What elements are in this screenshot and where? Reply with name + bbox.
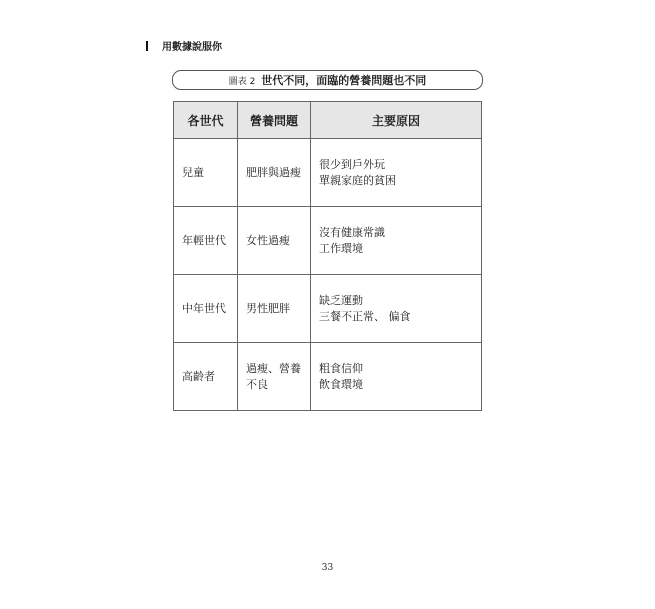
header-title: 用數據說服你 (162, 42, 222, 53)
problem-cell: 女性過瘦 (238, 207, 311, 275)
reason-cell (311, 139, 482, 207)
table-row (174, 207, 482, 275)
table-row (174, 343, 482, 411)
page-number: 33 (321, 563, 334, 573)
reason-line: 粗食信仰 (319, 361, 363, 375)
column-header-problem: 營養問題 (238, 102, 311, 139)
running-header (146, 38, 222, 53)
column-header-reason: 主要原因 (311, 102, 482, 139)
generation-cell: 兒童 (174, 139, 238, 207)
reason-cell (311, 207, 482, 275)
problem-cell: 男性肥胖 (238, 275, 311, 343)
header-bar (146, 41, 148, 51)
figure-title: 世代不同，面臨的營養問題也不同 (261, 74, 427, 87)
reason-line: 缺乏運動 (319, 293, 363, 307)
nutrition-table (173, 101, 482, 411)
reason-line: 很少到戶外玩 (319, 157, 385, 171)
reason-line: 三餐不正常、 偏食 (319, 309, 411, 323)
figure-caption (172, 70, 483, 90)
generation-cell: 年輕世代 (174, 207, 238, 275)
reason-line: 沒有健康常識 (319, 225, 385, 239)
table-header-row (174, 102, 482, 139)
table-row (174, 275, 482, 343)
generation-cell: 中年世代 (174, 275, 238, 343)
generation-cell: 高齡者 (174, 343, 238, 411)
reason-cell (311, 343, 482, 411)
reason-cell (311, 275, 482, 343)
column-header-generation: 各世代 (174, 102, 238, 139)
problem-cell: 肥胖與過瘦 (238, 139, 311, 207)
problem-cell: 過瘦、營養不良 (238, 343, 311, 411)
reason-line: 工作環境 (319, 241, 363, 255)
figure-label: 圖表 2 (228, 76, 256, 87)
reason-line: 單親家庭的貧困 (319, 173, 396, 187)
table-row (174, 139, 482, 207)
reason-line: 飲食環境 (319, 377, 363, 391)
